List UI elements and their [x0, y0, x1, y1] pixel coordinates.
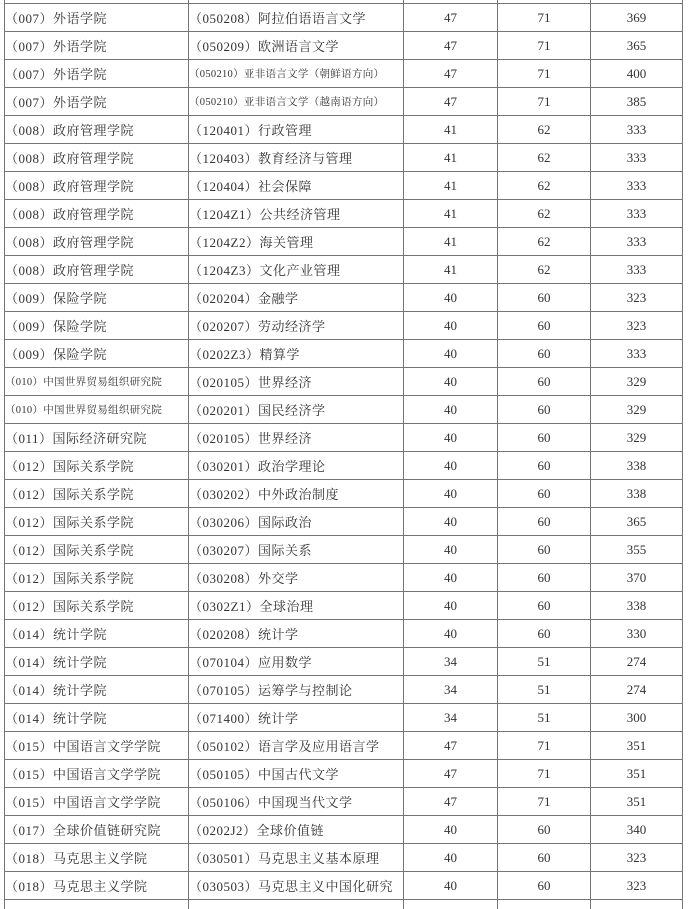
college-cell: （014）统计学院 — [5, 620, 189, 648]
score3-cell: 323 — [591, 312, 683, 340]
score3-cell: 351 — [591, 788, 683, 816]
table-row — [5, 4, 683, 32]
score2-cell: 62 — [498, 228, 591, 256]
table-row — [5, 676, 683, 704]
table-row — [5, 536, 683, 564]
major-cell: （1204Z1）公共经济管理 — [189, 200, 404, 228]
table-row — [5, 312, 683, 340]
score1-cell: 40 — [404, 368, 498, 396]
score3-cell: 300 — [591, 704, 683, 732]
score2-cell: 60 — [498, 368, 591, 396]
college-cell: （010）中国世界贸易组织研究院 — [5, 368, 189, 396]
table-row — [5, 788, 683, 816]
major-cell: （050208）阿拉伯语语言文学 — [189, 4, 404, 32]
score2-cell: 60 — [498, 480, 591, 508]
major-cell: （0202Z3）精算学 — [189, 340, 404, 368]
score3-cell: 355 — [591, 536, 683, 564]
table-row — [5, 284, 683, 312]
major-cell: （050210）亚非语言文学（朝鲜语方向） — [189, 60, 404, 88]
score1-cell: 41 — [404, 144, 498, 172]
score3-cell: 274 — [591, 676, 683, 704]
major-cell: （020204）金融学 — [189, 284, 404, 312]
score3-cell: 340 — [591, 816, 683, 844]
score1-cell: 47 — [404, 760, 498, 788]
table-row — [5, 88, 683, 116]
score2-cell: 60 — [498, 816, 591, 844]
score2-cell: 71 — [498, 60, 591, 88]
college-cell: （012）国际关系学院 — [5, 536, 189, 564]
college-cell: （008）政府管理学院 — [5, 228, 189, 256]
college-cell: （008）政府管理学院 — [5, 144, 189, 172]
major-cell: （020208）统计学 — [189, 620, 404, 648]
score1-cell: 47 — [404, 732, 498, 760]
major-cell: （050106）中国现当代文学 — [189, 788, 404, 816]
score2-cell: 71 — [498, 732, 591, 760]
score2-cell: 60 — [498, 284, 591, 312]
score2-cell: 62 — [498, 172, 591, 200]
score2-cell: 62 — [498, 144, 591, 172]
table-row — [5, 396, 683, 424]
major-cell: （030208）外交学 — [189, 564, 404, 592]
table-row — [5, 592, 683, 620]
score1-cell: 40 — [404, 480, 498, 508]
empty-cell — [404, 900, 498, 909]
score1-cell: 47 — [404, 788, 498, 816]
table-row — [5, 760, 683, 788]
score1-cell: 40 — [404, 844, 498, 872]
major-cell: （030202）中外政治制度 — [189, 480, 404, 508]
table-row — [5, 60, 683, 88]
score1-cell: 41 — [404, 228, 498, 256]
major-cell: （020201）国民经济学 — [189, 396, 404, 424]
score1-cell: 41 — [404, 172, 498, 200]
score2-cell: 60 — [498, 396, 591, 424]
score1-cell: 41 — [404, 200, 498, 228]
table-row — [5, 368, 683, 396]
score2-cell: 71 — [498, 32, 591, 60]
major-cell: （030207）国际关系 — [189, 536, 404, 564]
table-row — [5, 508, 683, 536]
college-cell: （009）保险学院 — [5, 312, 189, 340]
score2-cell: 60 — [498, 592, 591, 620]
major-cell: （070104）应用数学 — [189, 648, 404, 676]
college-cell: （010）中国世界贸易组织研究院 — [5, 396, 189, 424]
college-cell: （018）马克思主义学院 — [5, 844, 189, 872]
score1-cell: 40 — [404, 872, 498, 900]
score3-cell: 333 — [591, 256, 683, 284]
partial-row-bottom — [5, 900, 683, 909]
score2-cell: 71 — [498, 88, 591, 116]
table-row — [5, 172, 683, 200]
score1-cell: 34 — [404, 648, 498, 676]
college-cell: （011）国际经济研究院 — [5, 424, 189, 452]
score3-cell: 333 — [591, 228, 683, 256]
score2-cell: 51 — [498, 704, 591, 732]
college-cell: （014）统计学院 — [5, 648, 189, 676]
table-row — [5, 648, 683, 676]
major-cell: （020105）世界经济 — [189, 424, 404, 452]
table-row — [5, 816, 683, 844]
score3-cell: 333 — [591, 144, 683, 172]
college-cell: （015）中国语言文学学院 — [5, 760, 189, 788]
score3-cell: 365 — [591, 32, 683, 60]
empty-cell — [498, 900, 591, 909]
score3-cell: 338 — [591, 452, 683, 480]
score3-cell: 333 — [591, 340, 683, 368]
score2-cell: 71 — [498, 4, 591, 32]
score2-cell: 60 — [498, 844, 591, 872]
table-row — [5, 452, 683, 480]
score2-cell: 60 — [498, 508, 591, 536]
college-cell: （007）外语学院 — [5, 88, 189, 116]
score1-cell: 41 — [404, 116, 498, 144]
table-row — [5, 256, 683, 284]
college-cell: （014）统计学院 — [5, 704, 189, 732]
score3-cell: 323 — [591, 284, 683, 312]
table-row — [5, 564, 683, 592]
score3-cell: 333 — [591, 116, 683, 144]
college-cell: （008）政府管理学院 — [5, 172, 189, 200]
score1-cell: 40 — [404, 396, 498, 424]
score3-cell: 369 — [591, 4, 683, 32]
empty-cell — [189, 900, 404, 909]
score2-cell: 60 — [498, 536, 591, 564]
table-row — [5, 704, 683, 732]
major-cell: （030206）国际政治 — [189, 508, 404, 536]
score1-cell: 40 — [404, 816, 498, 844]
major-cell: （030503）马克思主义中国化研究 — [189, 872, 404, 900]
score2-cell: 71 — [498, 760, 591, 788]
score3-cell: 400 — [591, 60, 683, 88]
score1-cell: 47 — [404, 32, 498, 60]
major-cell: （050210）亚非语言文学（越南语方向） — [189, 88, 404, 116]
score1-cell: 40 — [404, 452, 498, 480]
score2-cell: 60 — [498, 312, 591, 340]
score1-cell: 47 — [404, 60, 498, 88]
score2-cell: 60 — [498, 564, 591, 592]
score3-cell: 351 — [591, 760, 683, 788]
major-cell: （120404）社会保障 — [189, 172, 404, 200]
score3-cell: 338 — [591, 592, 683, 620]
score1-cell: 40 — [404, 312, 498, 340]
college-cell: （012）国际关系学院 — [5, 480, 189, 508]
admission-score-table — [4, 0, 683, 909]
score3-cell: 333 — [591, 172, 683, 200]
table-row — [5, 844, 683, 872]
score1-cell: 40 — [404, 564, 498, 592]
empty-cell — [591, 900, 683, 909]
major-cell: （0302Z1）全球治理 — [189, 592, 404, 620]
empty-cell — [5, 900, 189, 909]
score1-cell: 40 — [404, 536, 498, 564]
score3-cell: 338 — [591, 480, 683, 508]
college-cell: （012）国际关系学院 — [5, 452, 189, 480]
score2-cell: 60 — [498, 424, 591, 452]
college-cell: （012）国际关系学院 — [5, 564, 189, 592]
major-cell: （1204Z2）海关管理 — [189, 228, 404, 256]
table-row — [5, 228, 683, 256]
table-row — [5, 144, 683, 172]
college-cell: （007）外语学院 — [5, 60, 189, 88]
table-row — [5, 200, 683, 228]
score3-cell: 351 — [591, 732, 683, 760]
major-cell: （120403）教育经济与管理 — [189, 144, 404, 172]
score1-cell: 40 — [404, 508, 498, 536]
major-cell: （020105）世界经济 — [189, 368, 404, 396]
score2-cell: 60 — [498, 872, 591, 900]
college-cell: （008）政府管理学院 — [5, 200, 189, 228]
table-row — [5, 424, 683, 452]
table-row — [5, 32, 683, 60]
score3-cell: 365 — [591, 508, 683, 536]
table-row — [5, 620, 683, 648]
table-body — [5, 0, 683, 909]
college-cell: （015）中国语言文学学院 — [5, 788, 189, 816]
score2-cell: 51 — [498, 676, 591, 704]
college-cell: （017）全球价值链研究院 — [5, 816, 189, 844]
score3-cell: 370 — [591, 564, 683, 592]
major-cell: （120401）行政管理 — [189, 116, 404, 144]
score2-cell: 62 — [498, 200, 591, 228]
score2-cell: 60 — [498, 340, 591, 368]
college-cell: （012）国际关系学院 — [5, 508, 189, 536]
college-cell: （008）政府管理学院 — [5, 256, 189, 284]
score2-cell: 71 — [498, 788, 591, 816]
score3-cell: 329 — [591, 368, 683, 396]
score1-cell: 34 — [404, 704, 498, 732]
major-cell: （050105）中国古代文学 — [189, 760, 404, 788]
score1-cell: 40 — [404, 620, 498, 648]
score2-cell: 62 — [498, 256, 591, 284]
college-cell: （014）统计学院 — [5, 676, 189, 704]
table-row — [5, 116, 683, 144]
table-row — [5, 340, 683, 368]
score3-cell: 329 — [591, 396, 683, 424]
college-cell: （015）中国语言文学学院 — [5, 732, 189, 760]
college-cell: （012）国际关系学院 — [5, 592, 189, 620]
major-cell: （0202J2）全球价值链 — [189, 816, 404, 844]
score1-cell: 47 — [404, 88, 498, 116]
college-cell: （008）政府管理学院 — [5, 116, 189, 144]
major-cell: （071400）统计学 — [189, 704, 404, 732]
score2-cell: 51 — [498, 648, 591, 676]
score3-cell: 333 — [591, 200, 683, 228]
score1-cell: 47 — [404, 4, 498, 32]
score2-cell: 60 — [498, 620, 591, 648]
score3-cell: 323 — [591, 872, 683, 900]
score1-cell: 40 — [404, 592, 498, 620]
college-cell: （007）外语学院 — [5, 4, 189, 32]
college-cell: （018）马克思主义学院 — [5, 872, 189, 900]
score3-cell: 329 — [591, 424, 683, 452]
table-row — [5, 480, 683, 508]
major-cell: （030501）马克思主义基本原理 — [189, 844, 404, 872]
college-cell: （009）保险学院 — [5, 340, 189, 368]
college-cell: （007）外语学院 — [5, 32, 189, 60]
major-cell: （050102）语言学及应用语言学 — [189, 732, 404, 760]
score2-cell: 60 — [498, 452, 591, 480]
score3-cell: 323 — [591, 844, 683, 872]
major-cell: （050209）欧洲语言文学 — [189, 32, 404, 60]
college-cell: （009）保险学院 — [5, 284, 189, 312]
major-cell: （020207）劳动经济学 — [189, 312, 404, 340]
major-cell: （030201）政治学理论 — [189, 452, 404, 480]
score3-cell: 274 — [591, 648, 683, 676]
major-cell: （1204Z3）文化产业管理 — [189, 256, 404, 284]
score2-cell: 62 — [498, 116, 591, 144]
score1-cell: 40 — [404, 424, 498, 452]
score3-cell: 385 — [591, 88, 683, 116]
score1-cell: 34 — [404, 676, 498, 704]
score1-cell: 41 — [404, 256, 498, 284]
major-cell: （070105）运筹学与控制论 — [189, 676, 404, 704]
table-row — [5, 732, 683, 760]
table-row — [5, 872, 683, 900]
score3-cell: 330 — [591, 620, 683, 648]
score1-cell: 40 — [404, 340, 498, 368]
score1-cell: 40 — [404, 284, 498, 312]
